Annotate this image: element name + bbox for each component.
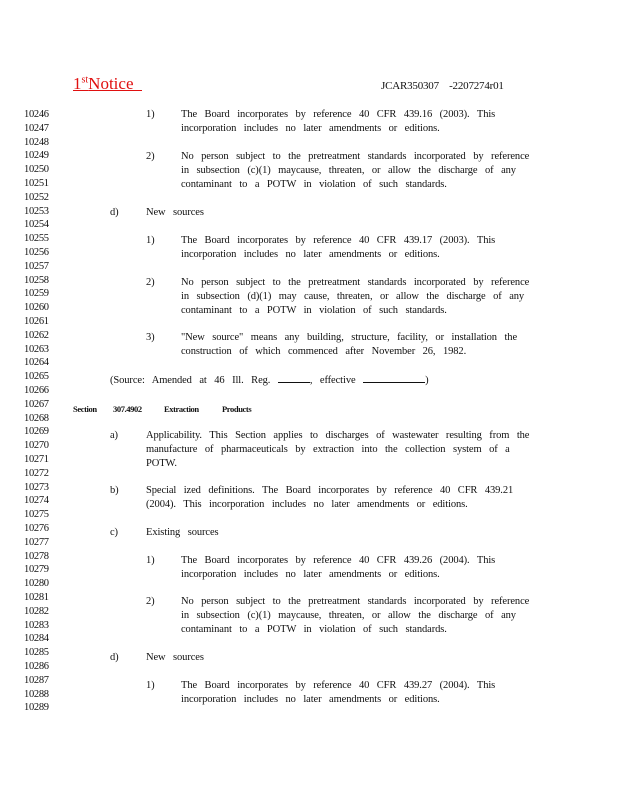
section-number: 307.4902 [113, 404, 142, 414]
paragraph-line: incorporation includes no later amendments or editions. [181, 249, 440, 260]
document-code: JCAR350307 -2207274r01 [381, 80, 504, 92]
line-number: 10267 [24, 398, 49, 410]
paragraph-line: incorporation includes no later amendments or editions. [181, 694, 440, 705]
item-marker: 3) [146, 332, 155, 343]
paragraph-line: in subsection (c)(1) maycause, threaten, or allow the discharge of any [181, 165, 516, 176]
line-number: 10252 [24, 191, 49, 203]
paragraph-line: The Board incorporates by reference 40 CFR 439.26 (2004). This [181, 555, 496, 566]
line-number: 10269 [24, 426, 49, 438]
subsection-marker: d) [110, 207, 119, 218]
line-number: 10263 [24, 343, 49, 355]
line-number: 10260 [24, 302, 49, 314]
item-marker: 1) [146, 555, 155, 566]
paragraph-line: construction of which commenced after November 26, 1982. [181, 346, 467, 357]
paragraph-line: No person subject to the pretreatment standards incorporated by reference [181, 151, 530, 162]
paragraph-line: The Board incorporates by reference 40 CFR 439.17 (2003). This [181, 235, 496, 246]
line-number: 10265 [24, 371, 49, 383]
line-number: 10286 [24, 661, 49, 672]
line-number: 10276 [24, 523, 49, 534]
line-number: 10287 [24, 674, 49, 686]
line-number: 10247 [24, 122, 49, 134]
section-title-word: Products [222, 404, 252, 414]
source-note [110, 373, 428, 388]
register-page-blank [278, 373, 310, 383]
subsection-heading: New sources [146, 652, 204, 663]
line-number: 10266 [24, 385, 49, 396]
effective-date-blank [363, 373, 425, 383]
line-number: 10285 [24, 647, 49, 659]
paragraph-line: The Board incorporates by reference 40 CFR 439.27 (2004). This [181, 680, 496, 691]
paragraph-line: contaminant to a POTW in violation of such standards. [181, 305, 447, 316]
line-number: 10273 [24, 481, 49, 493]
notice-word: Notice [88, 74, 134, 93]
source-mid: , effective [309, 375, 356, 386]
section-title-word: Extraction [164, 404, 199, 414]
line-number: 10289 [24, 702, 49, 714]
line-number: 10254 [24, 219, 49, 231]
line-number: 10256 [24, 247, 49, 258]
line-number: 10248 [24, 136, 49, 148]
line-number: 10281 [24, 592, 49, 603]
subsection-marker: d) [110, 652, 119, 663]
line-number: 10261 [24, 316, 49, 327]
source-suffix: ) [425, 375, 429, 386]
line-number: 10279 [24, 564, 49, 576]
line-number: 10258 [24, 274, 49, 286]
item-marker: 1) [146, 109, 155, 120]
line-number: 10259 [24, 288, 49, 300]
paragraph-line: The Board incorporates by reference 40 CFR 439.16 (2003). This [181, 109, 496, 120]
notice-ordinal-suffix: st [81, 74, 89, 86]
paragraph-line: No person subject to the pretreatment standards incorporated by reference [181, 596, 530, 607]
line-number: 10278 [24, 550, 49, 562]
paragraph-line: (2004). This incorporation includes no later amendments or editions. [146, 499, 468, 510]
item-marker: 2) [146, 151, 155, 162]
line-number: 10272 [24, 467, 49, 479]
subsection-marker: b) [110, 485, 119, 496]
paragraph-line: contaminant to a POTW in violation of such standards. [181, 179, 447, 190]
subsection-marker: a) [110, 430, 118, 441]
line-number: 10271 [24, 454, 49, 465]
line-number: 10264 [24, 357, 49, 369]
paragraph-line: POTW. [146, 458, 177, 469]
item-marker: 1) [146, 680, 155, 691]
source-prefix: (Source: Amended at 46 Ill. Reg. [110, 375, 271, 386]
line-number: 10250 [24, 164, 49, 176]
line-number: 10255 [24, 233, 49, 245]
line-number: 10270 [24, 440, 49, 452]
line-number: 10253 [24, 205, 49, 217]
line-number: 10268 [24, 412, 49, 424]
paragraph-line: No person subject to the pretreatment standards incorporated by reference [181, 277, 530, 288]
line-number: 10283 [24, 619, 49, 631]
line-number: 10249 [24, 150, 49, 162]
paragraph-line: Special ized definitions. The Board incorporates by reference 40 CFR 439.21 [146, 485, 514, 496]
paragraph-line: contaminant to a POTW in violation of such standards. [181, 624, 447, 635]
line-number: 10284 [24, 633, 49, 645]
line-number: 10251 [24, 178, 49, 189]
line-number: 10275 [24, 509, 49, 521]
item-marker: 2) [146, 277, 155, 288]
paragraph-line: manufacture of pharmaceuticals by extraction into the collection system of a [146, 444, 510, 455]
item-marker: 2) [146, 596, 155, 607]
line-number: 10280 [24, 578, 49, 590]
paragraph-line: "New source" means any building, structure, facility, or installation the [181, 332, 518, 343]
line-number: 10246 [24, 109, 49, 120]
paragraph-line: in subsection (d)(1) may cause, threaten, or allow the discharge of any [181, 291, 525, 302]
subsection-marker: c) [110, 527, 118, 538]
notice-number: 1 [73, 74, 82, 93]
paragraph-line: incorporation includes no later amendments or editions. [181, 569, 440, 580]
paragraph-line: incorporation includes no later amendments or editions. [181, 123, 440, 134]
notice-heading [73, 74, 142, 94]
line-number: 10288 [24, 688, 49, 700]
subsection-heading: Existing sources [146, 527, 219, 538]
line-number: 10274 [24, 495, 49, 507]
paragraph-line: in subsection (c)(1) maycause, threaten, or allow the discharge of any [181, 610, 516, 621]
line-number: 10282 [24, 605, 49, 617]
line-number: 10257 [24, 260, 49, 272]
section-label: Section [73, 404, 97, 414]
item-marker: 1) [146, 235, 155, 246]
paragraph-line: Applicability. This Section applies to discharges of wastewater resulting from the [146, 430, 530, 441]
subsection-heading: New sources [146, 207, 204, 218]
line-number: 10277 [24, 536, 49, 548]
line-number: 10262 [24, 329, 49, 341]
